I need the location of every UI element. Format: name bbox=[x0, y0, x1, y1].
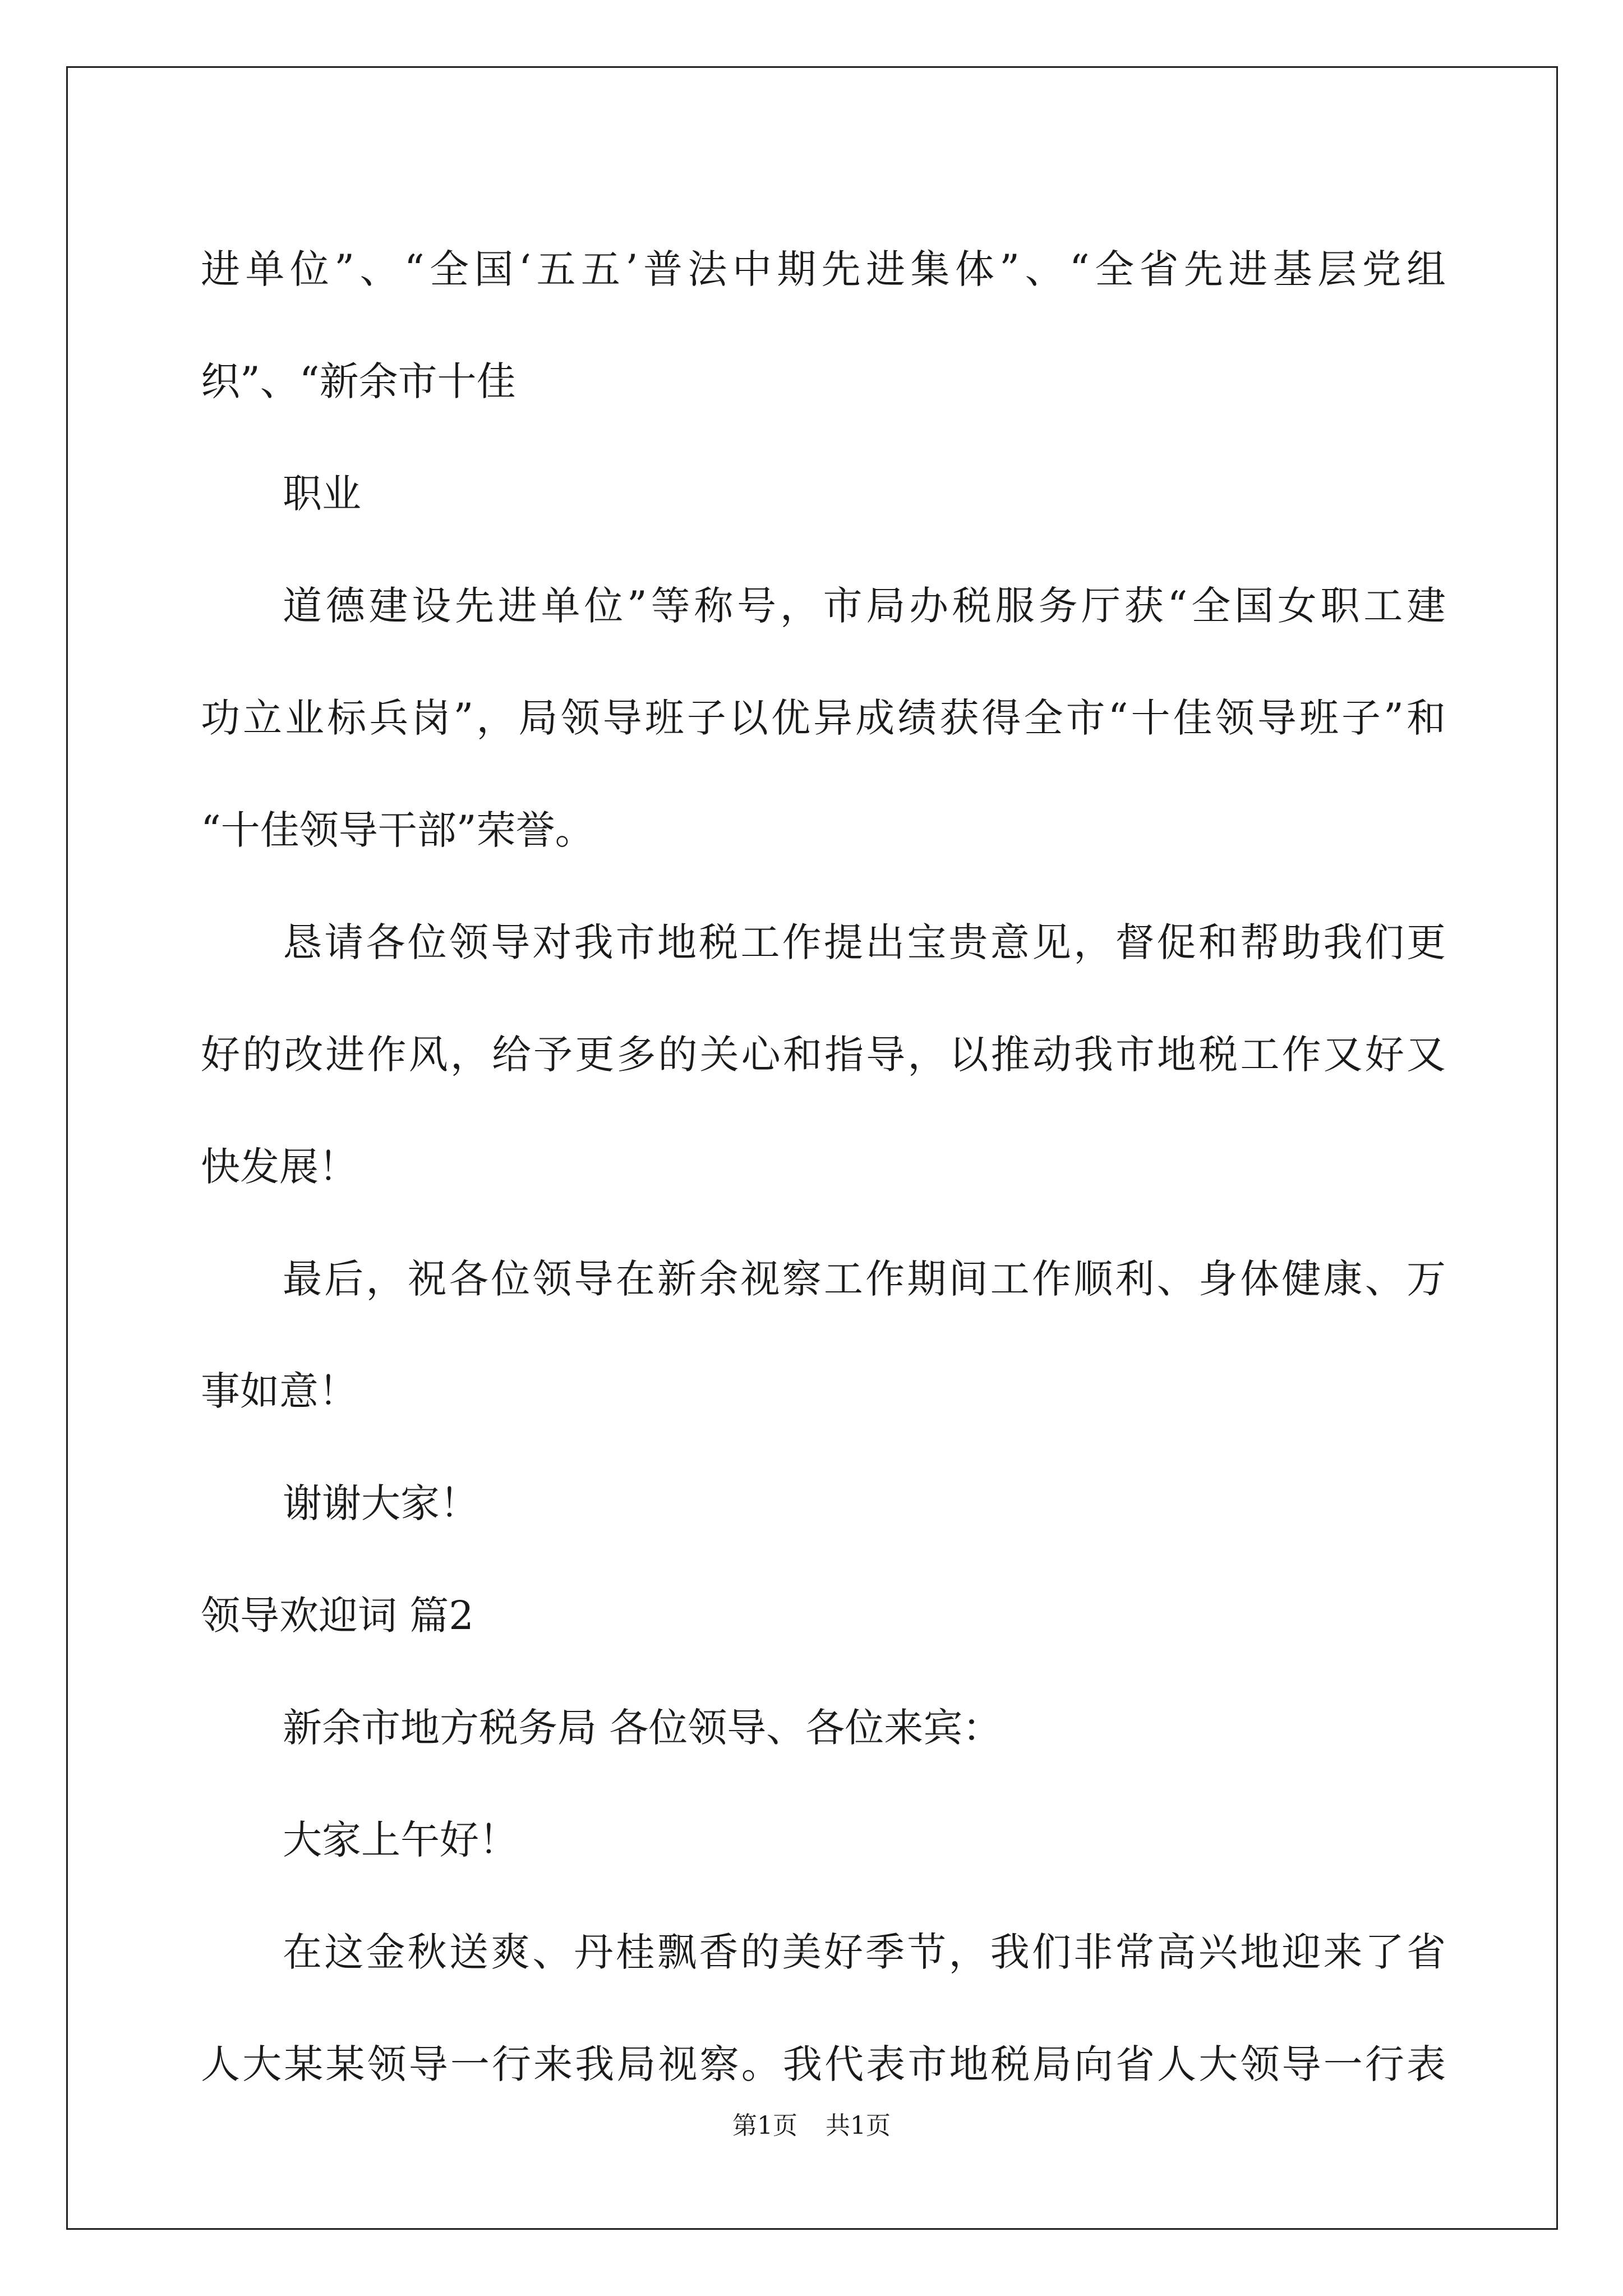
page-footer bbox=[0, 2109, 1623, 2143]
page-number: 第1页 bbox=[732, 2111, 797, 2140]
paragraph-line: 道德建设先进单位”等称号，市局办税服务厅获“全国女职工建 bbox=[283, 583, 1446, 629]
paragraph-line: 恳请各位领导对我市地税工作提出宝贵意见，督促和帮助我们更 bbox=[283, 919, 1446, 965]
paragraph-line: “十佳领导干部”荣誉。 bbox=[201, 807, 594, 853]
paragraph-line: 谢谢大家！ bbox=[283, 1480, 479, 1526]
section-heading: 领导欢迎词 篇2 bbox=[201, 1593, 474, 1639]
paragraph-line: 人大某某领导一行来我局视察。我代表市地税局向省人大领导一行表 bbox=[201, 2041, 1446, 2087]
paragraph-line: 事如意！ bbox=[201, 1368, 358, 1414]
paragraph-line: 快发展！ bbox=[201, 1144, 358, 1190]
paragraph-line: 最后，祝各位领导在新余视察工作期间工作顺利、身体健康、万 bbox=[283, 1256, 1446, 1302]
paragraph-line: 好的改进作风，给予更多的关心和指导，以推动我市地税工作又好又 bbox=[201, 1032, 1446, 1078]
paragraph-line: 织”、“新余市十佳 bbox=[201, 358, 516, 404]
paragraph-line: 新余市地方税务局 各位领导、各位来宾： bbox=[283, 1705, 1002, 1751]
paragraph-line: 功立业标兵岗”，局领导班子以优异成绩获得全市“十佳领导班子”和 bbox=[201, 695, 1446, 741]
paragraph-line: 职业 bbox=[283, 471, 361, 517]
paragraph-line: 在这金秋送爽、丹桂飘香的美好季节，我们非常高兴地迎来了省 bbox=[283, 1929, 1446, 1975]
paragraph-line: 大家上午好！ bbox=[283, 1817, 518, 1863]
paragraph-line: 进单位”、“全国‘五五’普法中期先进集体”、“全省先进基层党组 bbox=[201, 246, 1446, 292]
document-body bbox=[201, 213, 1446, 2120]
page-total: 共1页 bbox=[826, 2111, 891, 2140]
